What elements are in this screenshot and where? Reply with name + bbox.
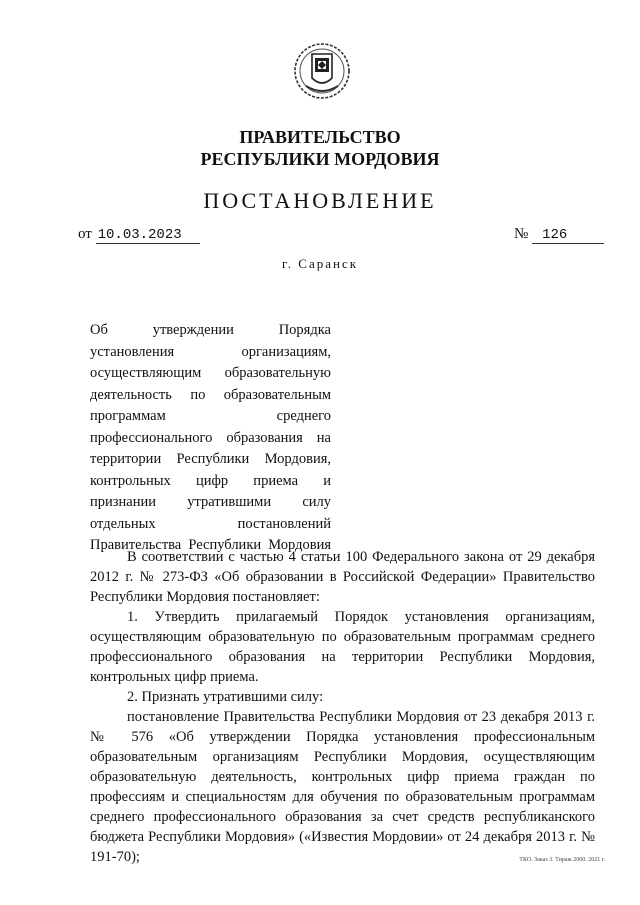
- coat-of-arms-emblem: [292, 40, 352, 102]
- organization-subtitle: РЕСПУБЛИКИ МОРДОВИЯ: [200, 149, 440, 169]
- paragraph-preamble: В соответствии с частью 4 статьи 100 Федерального закона от 29 декабря 2012 г. № 273-ФЗ «Об образовании в Российской Федерации» Правительство Республики Мордовия постановляет:: [90, 549, 595, 605]
- paragraph-repealed-act: постановление Правительства Республики Мордовия от 23 декабря 2013 г. № 576 «Об утверждении Порядка установления профессиональным образовательным организациям Республики Мордовия, осуществляющим образовательную деятельность, контрольных цифр приема граждан по профессиям и специальностям для обучения по образовательным программам среднего профессионального образования за счет средств республиканского бюджета Республики Мордовия» («Известия Мордовии» от 24 декабря 2013 г. № 191-70);: [90, 709, 595, 865]
- print-mark: ТКО. Заказ 3. Тираж 2000. 2021 г.: [519, 857, 605, 863]
- paragraph-item-1: 1. Утвердить прилагаемый Порядок установления организациям, осуществляющим образовательную по образовательным программам среднего профессионального образования на территории Республики Мордовия, контрольных цифр приема.: [90, 609, 595, 685]
- number-prefix: №: [514, 226, 529, 242]
- document-number: 126: [532, 227, 604, 244]
- document-type: ПОСТАНОВЛЕНИЕ: [203, 188, 437, 213]
- organization-title: ПРАВИТЕЛЬСТВО: [239, 127, 401, 147]
- paragraph-item-2: 2. Признать утратившими силу:: [127, 689, 324, 705]
- date-prefix: от: [78, 226, 92, 242]
- number-line: [514, 226, 604, 244]
- document-body: [90, 547, 595, 867]
- date-line: [78, 226, 200, 244]
- document-subject: Об утверждении Порядка установления организациям, осуществляющим образовательную деятельность по образовательным программам среднего профессионального образования на территории Республики Мордовия, контрольных цифр приема и признании утратившими силу отдельных постановлений Правительства Республики Мордовия: [90, 322, 331, 553]
- document-date: 10.03.2023: [96, 227, 200, 244]
- city-name: г. Саранск: [281, 256, 359, 271]
